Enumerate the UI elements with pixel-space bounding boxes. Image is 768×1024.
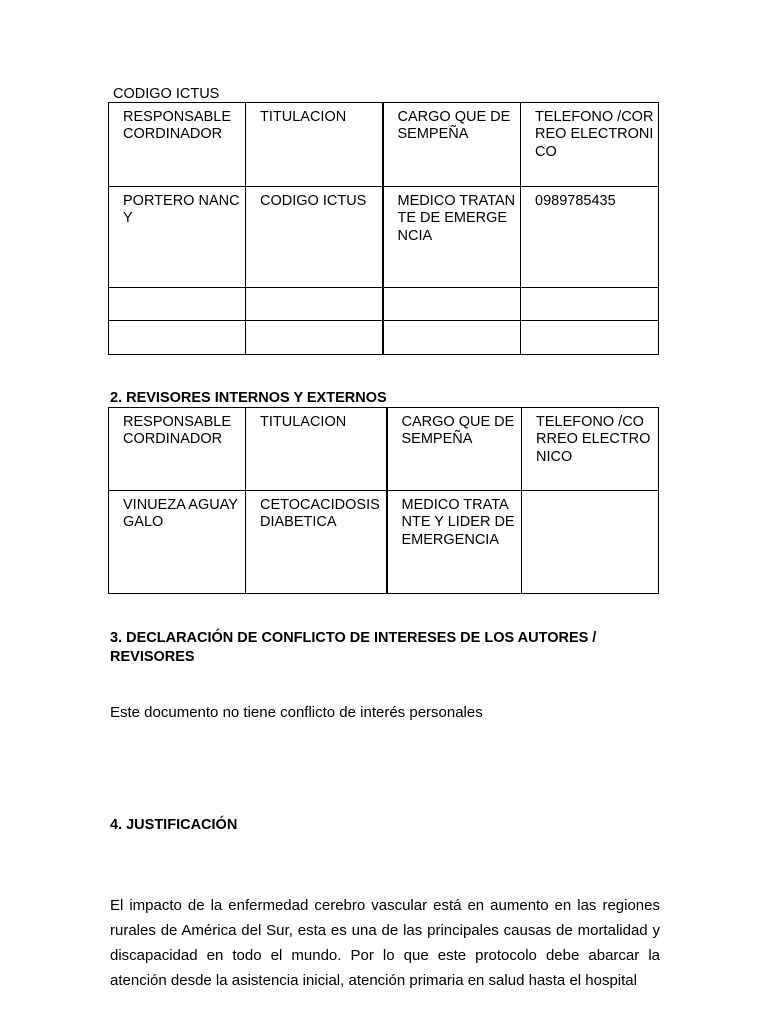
table-row [109,491,659,594]
header-cell: CARGO QUE DESEMPEÑA [387,408,522,491]
header-cell: RESPONSABLE CORDINADOR [109,103,246,187]
table-cell: PORTERO NANCY [109,187,246,288]
section-2-title: 2. REVISORES INTERNOS Y EXTERNOS [110,390,387,406]
section-3-text: Este documento no tiene conflicto de interés personales [110,704,483,721]
responsables-table [108,102,659,355]
header-cell: TELEFONO /CORREO ELECTRONICO [522,408,659,491]
table-cell [246,321,383,355]
table-row [109,288,659,321]
table-row [109,321,659,355]
section-3-title: 3. DECLARACIÓN DE CONFLICTO DE INTERESES DE LOS AUTORES / REVISORES [110,630,597,665]
table-cell: MEDICO TRATANTE DE EMERGENCIA [383,187,521,288]
table-cell: MEDICO TRATANTE Y LIDER DE EMERGENCIA [387,491,522,594]
table-cell [521,321,659,355]
header-cell: TITULACION [246,408,387,491]
table-cell: 0989785435 [521,187,659,288]
table-row [109,187,659,288]
table-cell [109,321,246,355]
table-cell: VINUEZA AGUAY GALO [109,491,246,594]
table-header-row [109,408,659,491]
table-cell [383,321,521,355]
table-cell [522,491,659,594]
table-cell [521,288,659,321]
table-cell [109,288,246,321]
revisores-table [108,407,659,594]
section-4-text: El impacto de la enfermedad cerebro vascular está en aumento en las regiones rurales de América del Sur, esta es una de las principales causas de mortalidad y discapacidad en todo el mundo. Por lo que este protocolo debe abarcar la atención desde la asistencia inicial, atención primaria en salud hasta el hospital [110,897,660,989]
section-4-title: 4. JUSTIFICACIÓN [110,817,238,833]
table-cell [246,288,383,321]
table-cell: CETOCACIDOSIS DIABETICA [246,491,387,594]
header-cell: TITULACION [246,103,383,187]
table-cell: CODIGO ICTUS [246,187,383,288]
table1-caption: CODIGO ICTUS [113,86,220,102]
header-cell: TELEFONO /CORREO ELECTRONICO [521,103,659,187]
table-header-row [109,103,659,187]
header-cell: CARGO QUE DESEMPEÑA [383,103,521,187]
header-cell: RESPONSABLE CORDINADOR [109,408,246,491]
table-cell [383,288,521,321]
